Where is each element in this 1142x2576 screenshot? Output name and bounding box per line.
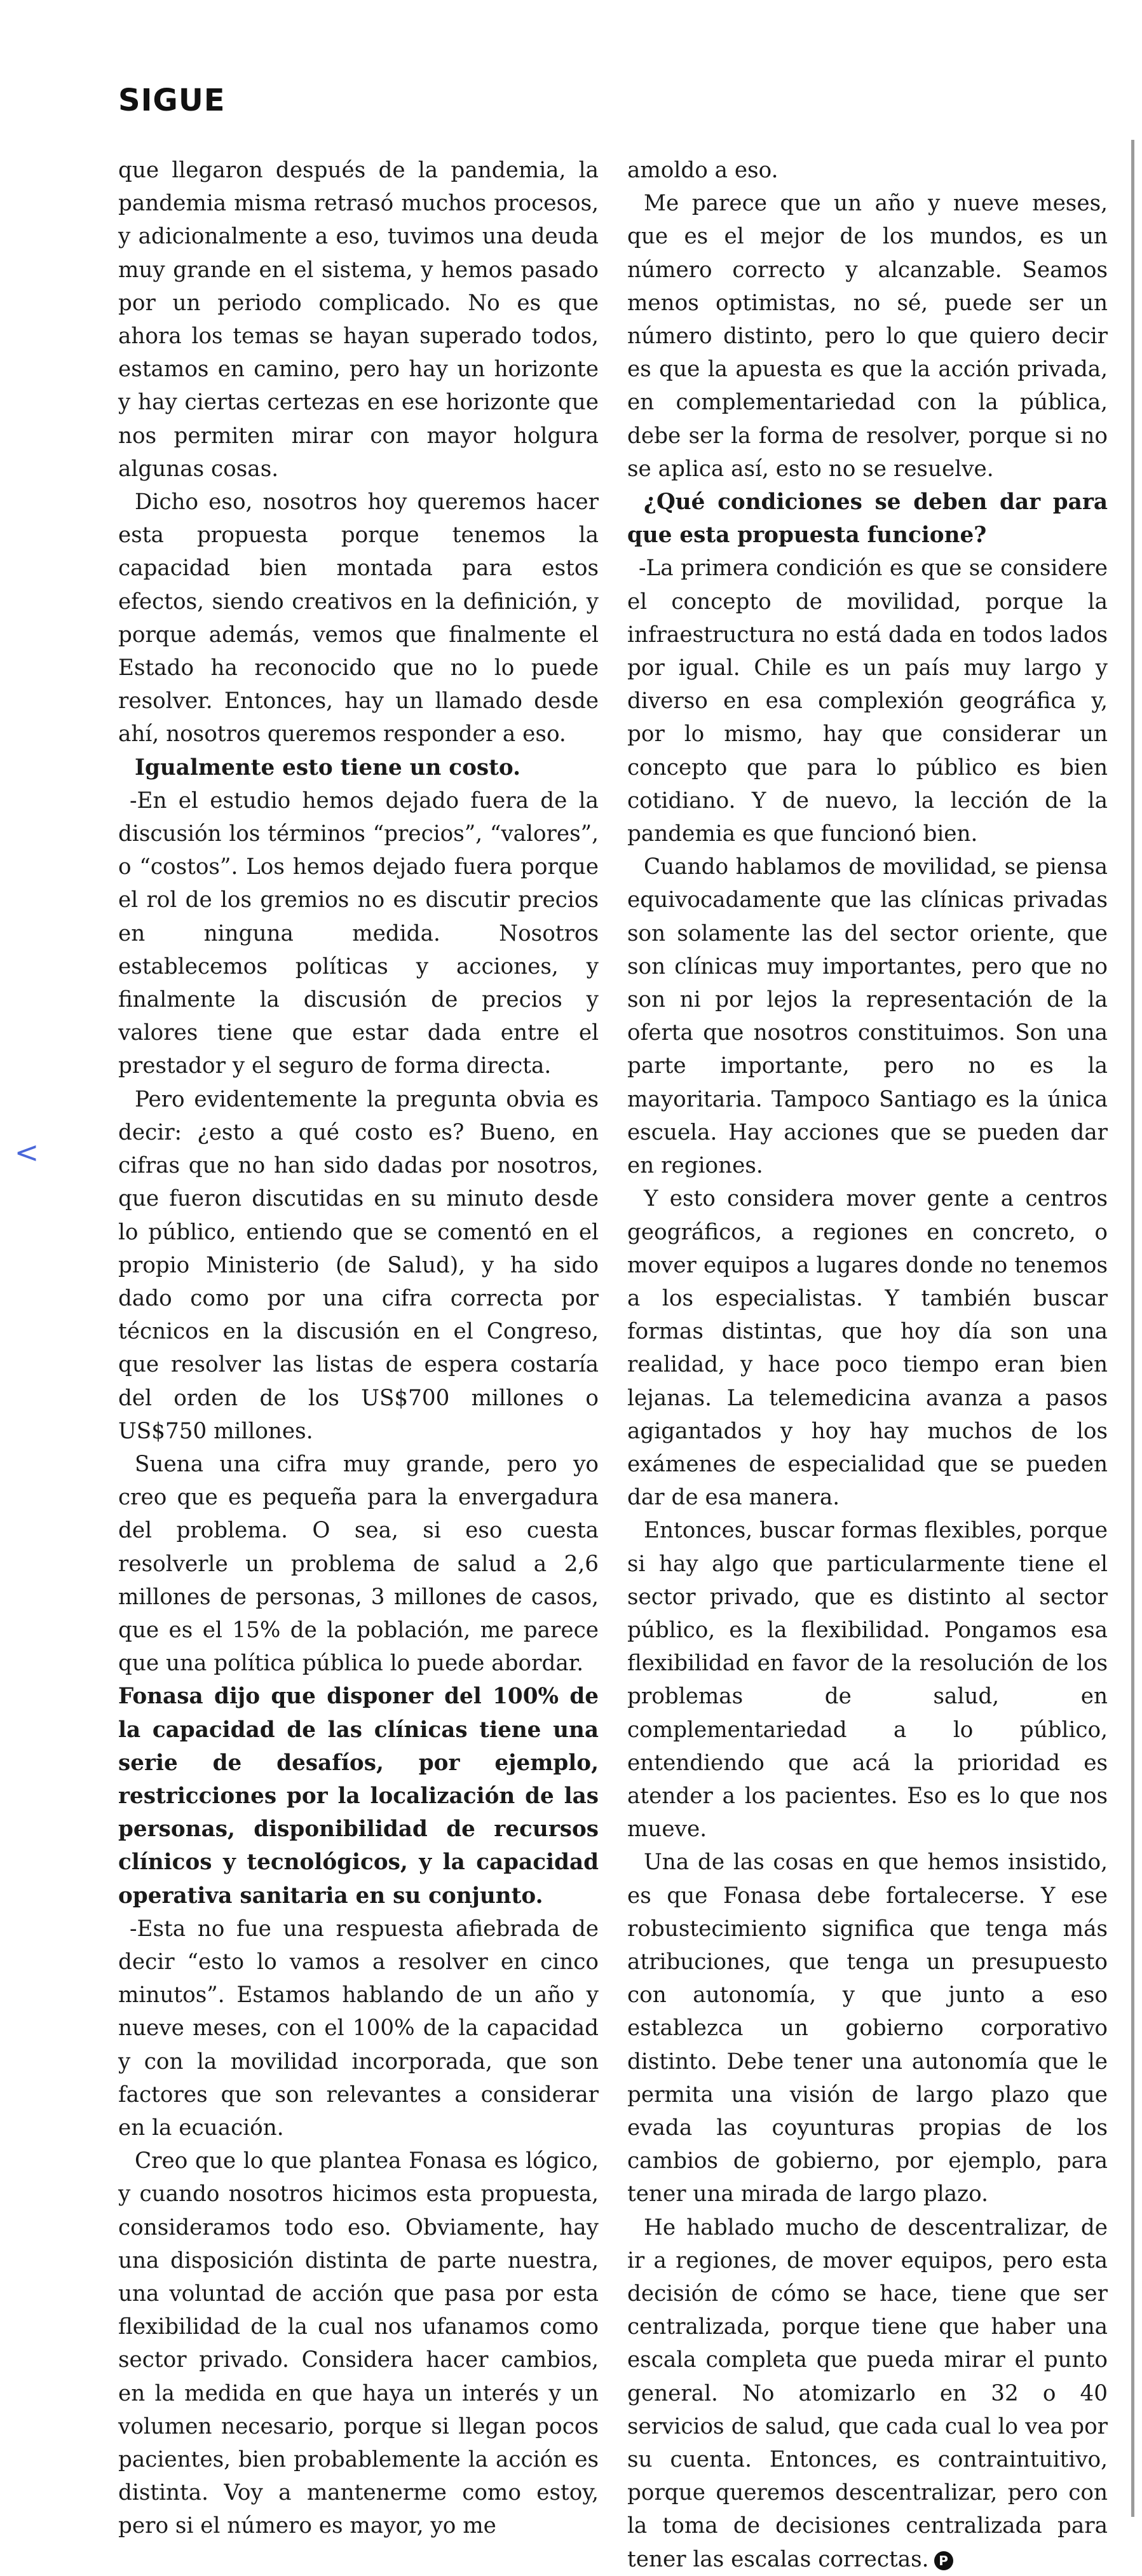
paragraph: Entonces, buscar formas flexibles, porque si hay algo que particularmente tiene el sector privado, que es distinto al sector público, es la flexibilidad. Pongamos esa flexibilidad en favor de la resolución de los problemas de salud, en complementariedad a lo público, entendiendo que acá la prioridad es atender a los pacientes. Eso es lo que nos mueve.: [627, 1518, 1108, 1843]
paragraph: que llegaron después de la pandemia, la pandemia misma retrasó muchos procesos, y adicionalmente a eso, tuvimos una deuda muy grande en el sistema, y hemos pasado por un periodo complicado. No es que ahora los temas se hayan superado todos, estamos en camino, pero hay un horizonte y hay ciertas certezas en ese horizonte que nos permiten mirar con mayor holgura algunas cosas.: [118, 158, 599, 482]
interview-question: Fonasa dijo que disponer del 100% de la capacidad de las clínicas tiene una serie de desafíos, por ejemplo, restricciones por la localización de las personas, disponibilidad de recursos clínicos y tecnológicos, y la capacidad operativa sanitaria en su conjunto.: [118, 1684, 599, 1909]
paragraph-final-text: He hablado mucho de descentralizar, de ir a regiones, de mover equipos, pero esta decisión de cómo se hace, tiene que ser centralizada, porque tiene que haber una escala completa que pueda mirar el punto general. No atomizarlo en 32 o 40 servicios de salud, que cada cual lo vea por su cuenta. Entonces, es contraintuitivo, porque queremos descentralizar, pero con la toma de decisiones centralizada para tener las escalas correctas.: [627, 2214, 1108, 2572]
paragraph: Pero evidentemente la pregunta obvia es decir: ¿esto a qué costo es? Bueno, en cifras que no han sido dadas por nosotros, que fueron discutidas en su minuto desde lo público, entiendo que se comentó en el propio Ministerio (de Salud), y ha sido dado como por una cifra correcta por técnicos en la discusión en el Congreso, que resolver las listas de espera costaría del orden de los US$700 millones o US$750 millones.: [118, 1086, 599, 1444]
right-column: [627, 154, 1108, 2576]
interview-question: Igualmente esto tiene un costo.: [135, 754, 521, 780]
paragraph-final: [627, 2211, 1108, 2576]
back-chevron-icon[interactable]: <: [14, 1135, 39, 1169]
left-column: [118, 154, 599, 2543]
paragraph: Cuando hablamos de movilidad, se piensa equivocadamente que las clínicas privadas son solamente las del sector oriente, que son clínicas muy importantes, pero que no son ni por lejos la representación de la oferta que nosotros constituimos. Son una parte importante, pero no es la mayoritaria. Tampoco Santiago es la única escuela. Hay acciones que se pueden dar en regiones.: [627, 854, 1108, 1179]
right-edge-rule: [1131, 140, 1134, 2517]
paragraph: Suena una cifra muy grande, pero yo creo que es pequeña para la envergadura del problema. O sea, si eso cuesta resolverle un problema de salud a 2,6 millones de personas, 3 millones de casos, que es el 15% de la población, me parece que una política pública lo puede abordar.: [118, 1451, 599, 1677]
paragraph: Una de las cosas en que hemos insistido, es que Fonasa debe fortalecerse. Y ese robustecimiento significa que tenga más atribuciones, que tenga un presupuesto con autonomía, y que junto a eso establezca un gobierno corporativo distinto. Debe tener una autonomía que le permita una visión de largo plazo que evada las coyunturas propias de los cambios de gobierno, por ejemplo, para tener una mirada de largo plazo.: [627, 1850, 1108, 2207]
paragraph: Dicho eso, nosotros hoy queremos hacer esta propuesta porque tenemos la capacidad bien montada para estos efectos, siendo creativos en la definición, y porque además, vemos que finalmente el Estado ha reconocido que no lo puede resolver. Entonces, hay un llamado desde ahí, nosotros queremos responder a eso.: [118, 489, 599, 747]
paragraph: -La primera condición es que se considere el concepto de movilidad, porque la infraestructura no está dada en todos lados por igual. Chile es un país muy largo y diverso en esa complexión geográfica y, por lo mismo, hay que considerar un concepto que para lo público es bien cotidiano. Y de nuevo, la lección de la pandemia es que funcionó bien.: [627, 555, 1108, 847]
paragraph: Creo que lo que plantea Fonasa es lógico, y cuando nosotros hicimos esta propuesta, consideramos todo eso. Obviamente, hay una disposición distinta de parte nuestra, una voluntad de acción que pasa por esta flexibilidad de la cual nos ufanamos como sector privado. Considera hacer cambios, en la medida en que haya un interés y un volumen necesario, porque si llegan pocos pacientes, bien probablemente la acción es distinta. Voy a mantenerme como estoy, pero si el número es mayor, yo me: [118, 2148, 599, 2539]
paragraph: -Esta no fue una respuesta afiebrada de decir “esto lo vamos a resolver en cinco minutos”. Estamos hablando de un año y nueve meses, con el 100% de la capacidad y con la movilidad incorporada, que son factores que son relevantes a considerar en la ecuación.: [118, 1916, 599, 2141]
interview-question: ¿Qué condiciones se deben dar para que esta propuesta funcione?: [627, 489, 1108, 549]
section-header: SIGUE: [118, 83, 226, 118]
paragraph: Y esto considera mover gente a centros geográficos, a regiones en concreto, o mover equipos a lugares donde no tenemos a los especialistas. Y también buscar formas distintas, que hoy día son una realidad, y hace poco tiempo eran bien lejanas. La telemedicina avanza a pasos agigantados y hoy hay muchos de los exámenes de especialidad que se pueden dar de esa manera.: [627, 1186, 1108, 1511]
paragraph: -En el estudio hemos dejado fuera de la discusión los términos “precios”, “valores”, o “costos”. Los hemos dejado fuera porque el rol de los gremios no es discutir precios en ninguna medida. Nosotros establecemos políticas y acciones, y finalmente la discusión de precios y valores tiene que estar dada entre el prestador y el seguro de forma directa.: [118, 787, 599, 1079]
paragraph: amoldo a eso.: [627, 158, 778, 183]
paragraph: Me parece que un año y nueve meses, que es el mejor de los mundos, es un número correcto y alcanzable. Seamos menos optimistas, no sé, puede ser un número distinto, pero lo que quiero decir es que la apuesta es que la acción privada, en complementariedad con la pública, debe ser la forma de resolver, porque si no se aplica así, esto no se resuelve.: [627, 191, 1108, 482]
end-mark-icon: P: [934, 2551, 953, 2570]
